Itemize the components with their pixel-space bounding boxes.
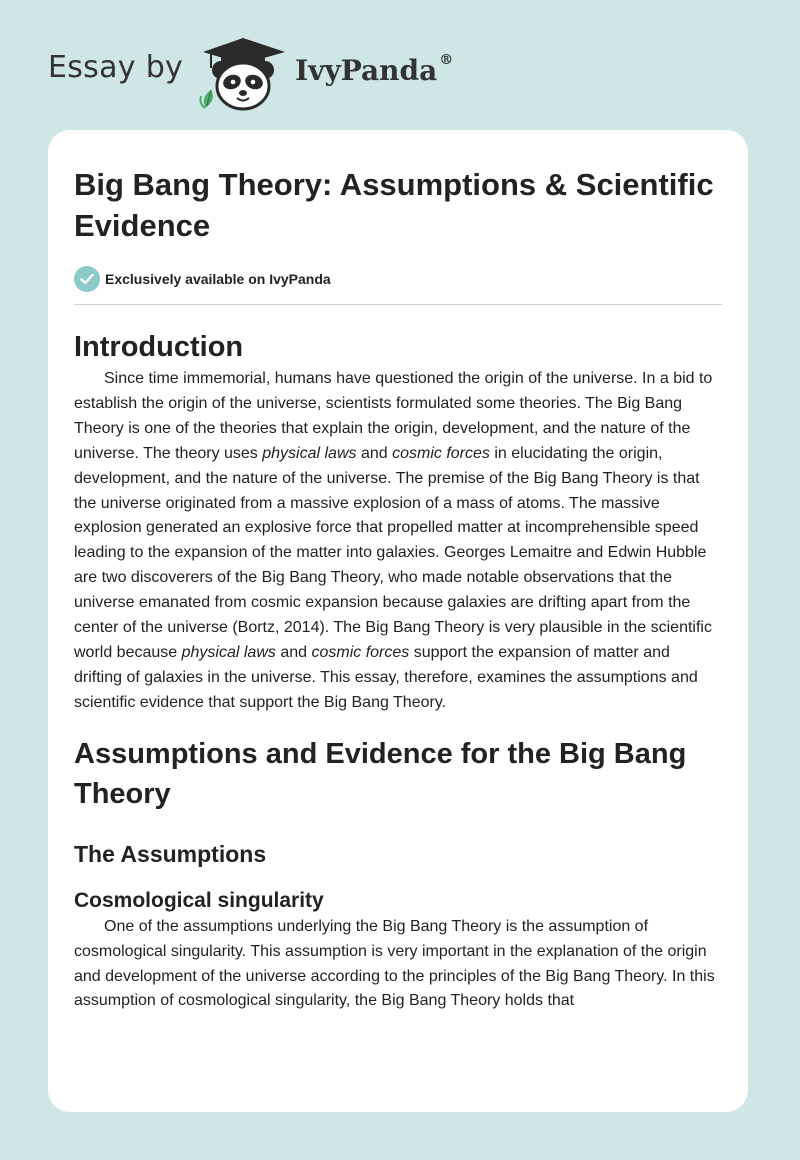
section-heading-assumptions-evidence: Assumptions and Evidence for the Big Bang Theory xyxy=(74,737,687,810)
registered-mark: ® xyxy=(439,51,454,68)
cosmological-paragraph: One of the assumptions underlying the Big Bang Theory is the assumption of cosmological singularity. This assumption is very important in the explanation of the origin and development of the universe according to the principles of the Big Bang Theory. In this assumption of cosmological singularity, the Big Bang Theory holds that xyxy=(74,917,715,1010)
intro-text: support the expansion of matter and drifting of galaxies in the universe. This essay, therefore, examines the assumptions and scientific evidence that support the Big Bang Theory. xyxy=(74,643,698,711)
checkmark-icon xyxy=(74,266,100,292)
exclusive-badge xyxy=(74,266,722,292)
panda-graduate-icon[interactable] xyxy=(197,34,289,112)
section-heading-introduction: Introduction xyxy=(74,331,244,363)
intro-text: Since time immemorial, humans have questioned the origin of the universe. In a bid to establish the origin of the universe, scientists formulated some theories. The Big Bang Theory is one of the theories that explain the origin, development, and the nature of the universe. The theory uses xyxy=(74,370,713,462)
intro-text: and xyxy=(275,643,312,661)
divider xyxy=(74,304,722,305)
essay-card xyxy=(48,130,748,1112)
site-header xyxy=(48,34,453,112)
subsection-heading-the-assumptions: The Assumptions xyxy=(74,840,267,867)
brand-name[interactable] xyxy=(295,51,454,87)
intro-text: in elucidating the origin, development, and the nature of the universe. The premise of the Big Bang Theory is that the universe originated from a massive explosion of a mass of atoms. The massive explosion generated an explosive force that propelled matter at incomprehensible speed leading to the expansion of the matter into galaxies. Georges Lemaitre and Edwin Hubble are two discoverers of the Big Bang Theory, who made notable observations that the universe emanated from cosmic expansion because galaxies are drifting apart from the center of the universe (Bortz, 2014). The Big Bang Theory is very plausible in the scientific world because xyxy=(74,444,712,661)
emphasis-text: physical laws xyxy=(181,643,276,661)
brand-label: IvyPanda xyxy=(295,53,438,87)
emphasis-text: cosmic forces xyxy=(392,444,490,462)
exclusive-label: Exclusively available on IvyPanda xyxy=(105,271,331,287)
intro-text: and xyxy=(356,444,393,462)
essay-by-label: Essay by xyxy=(48,49,184,85)
emphasis-text: physical laws xyxy=(262,444,357,462)
emphasis-text: cosmic forces xyxy=(311,643,410,661)
intro-paragraph xyxy=(74,367,722,716)
page-title: Big Bang Theory: Assumptions & Scientific Evidence xyxy=(74,167,714,243)
subsection-heading-cosmological-singularity: Cosmological singularity xyxy=(74,888,324,912)
